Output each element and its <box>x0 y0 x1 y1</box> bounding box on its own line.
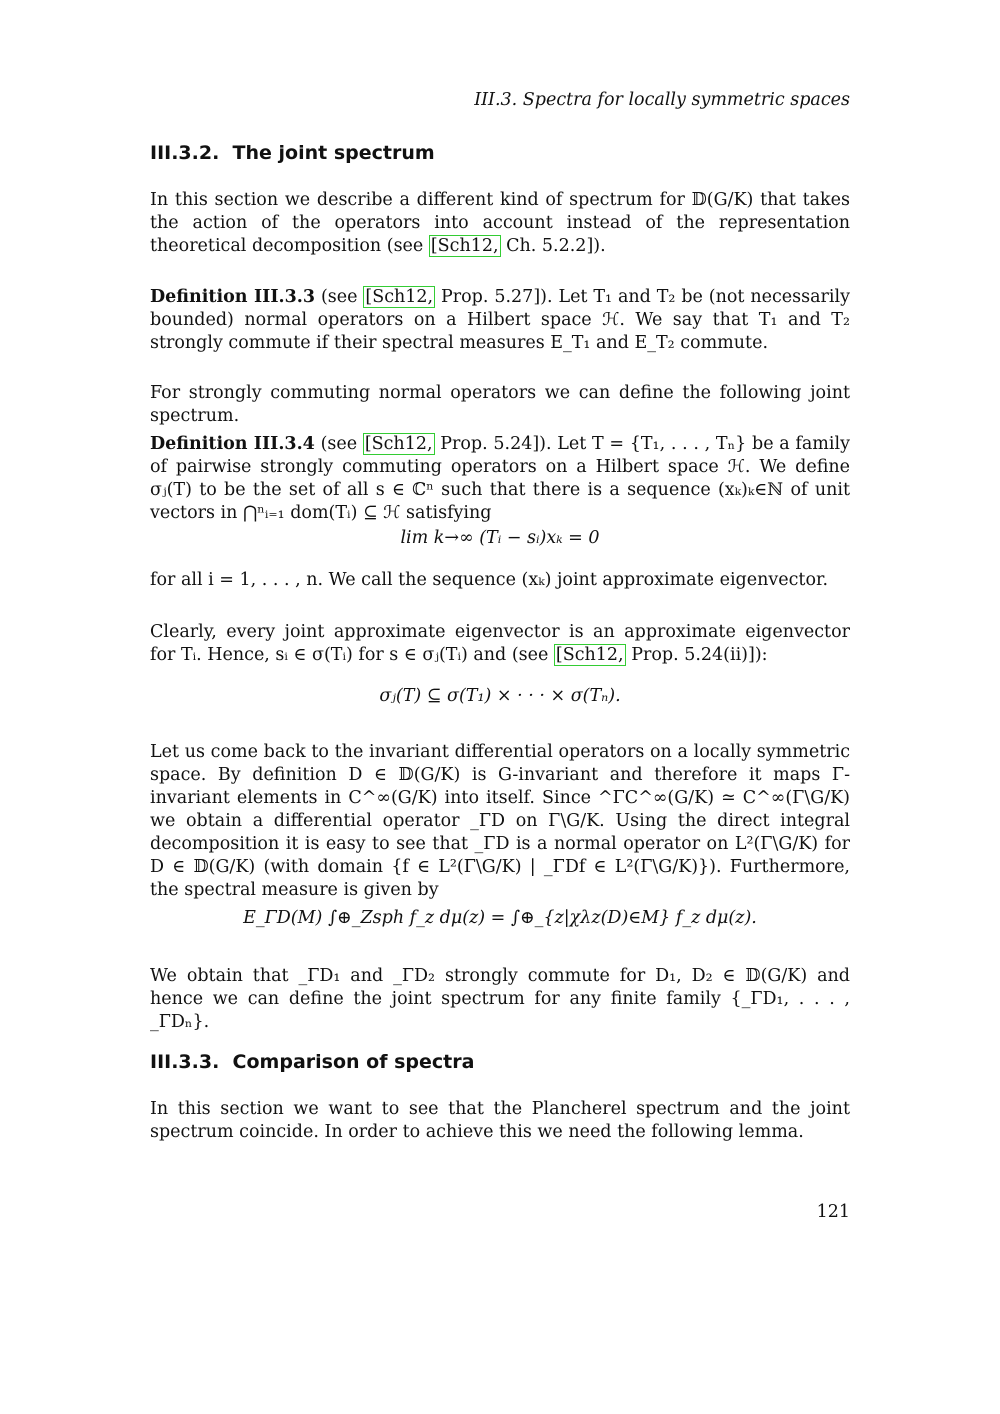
text: (see <box>314 434 363 454</box>
text: Prop. 5.24]). <box>434 434 552 454</box>
definition-3-4 <box>150 433 850 525</box>
citation-link[interactable]: [Sch12, <box>430 236 499 256</box>
equation-spectrum-inclusion: σⱼ(T) ⊆ σ(T₁) × · · · × σ(Tₙ). <box>379 686 621 706</box>
text: (see <box>315 287 364 307</box>
section-number: III.3.3. <box>150 1051 220 1073</box>
page-number: 121 <box>816 1202 850 1222</box>
text: In this section we describe a different kind of spectrum for 𝔻(G/K) that takes the action of the operators into account instead of the representation theoretical decomposition (see <box>150 190 850 256</box>
paragraph-invariant-operators: Let us come back to the invariant differential operators on a locally symmetric space. By definition D ∈ 𝔻(G/K) is G-invariant and therefore it maps Γ-invariant elements in C^∞(G/K) into itself. Since ^ΓC^∞(G/K) ≃ C^∞(Γ\G/K) we obtain a differential operator _ΓD on Γ\G/K. Using the direct integral decomposition it is easy to see that _ΓD is a normal operator on L²(Γ\G/K) for D ∈ 𝔻(G/K) (with domain {f ∈ L²(Γ\G/K) | _ΓDf ∈ L²(Γ\G/K)}). Furthermore, the spectral measure is given by <box>150 742 850 900</box>
definition-3-3 <box>150 286 850 355</box>
definition-text: Let T₁ and T₂ be (not necessarily bounded) normal operators on a Hilbert space ℋ. We say that T₁ and T₂ strongly commute if their spectral measures E_T₁ and E_T₂ commute. <box>150 287 850 353</box>
paragraph-strongly-commuting: For strongly commuting normal operators we can define the following joint spectrum. <box>150 383 850 426</box>
section-number: III.3.2. <box>150 142 220 164</box>
text: Prop. 5.24(ii)]): <box>625 645 768 665</box>
paragraph-joint-eigenvector: for all i = 1, . . . , n. We call the sequence (xₖ) joint approximate eigenvector. <box>150 570 829 590</box>
running-head: III.3. Spectra for locally symmetric spaces <box>474 90 850 110</box>
definition-label: Definition III.3.3 <box>150 287 316 307</box>
definition-text: Let T = {T₁, . . . , Tₙ} be a family of pairwise strongly commuting operators on a Hilbert space ℋ. We define σⱼ(T) to be the set of all s ∈ ℂⁿ such that there is a sequence (xₖ)ₖ∈ℕ of unit vectors in ⋂ⁿᵢ₌₁ dom(Tᵢ) ⊆ ℋ satisfying <box>150 434 850 523</box>
paragraph-intro <box>150 189 850 258</box>
paragraph-comparison-intro: In this section we want to see that the Plancherel spectrum and the joint spectrum coincide. In order to achieve this we need the following lemma. <box>150 1099 850 1142</box>
equation-limit: lim k→∞ (Tᵢ − sᵢ)xₖ = 0 <box>400 528 600 548</box>
definition-label: Definition III.3.4 <box>150 434 315 454</box>
section-title: Comparison of spectra <box>232 1051 475 1073</box>
equation-spectral-measure: E_ΓD(M) ∫⊕_Zsph f_z dμ(z) = ∫⊕_{z|χλz(D)∈M} f_z dμ(z). <box>243 908 757 928</box>
text: Prop. 5.27]). <box>435 287 553 307</box>
section-title: The joint spectrum <box>232 142 435 164</box>
section-heading-comparison <box>150 1051 474 1073</box>
section-heading-joint-spectrum <box>150 142 435 164</box>
text: Clearly, every joint approximate eigenvector is an approximate eigenvector for Tᵢ. Hence, sᵢ ∈ σ(Tᵢ) for s ∈ σⱼ(Tᵢ) and (see <box>150 622 850 665</box>
paragraph-clearly <box>150 621 850 667</box>
citation-link[interactable]: [Sch12, <box>555 645 624 665</box>
text: Ch. 5.2.2]). <box>500 236 606 256</box>
citation-link[interactable]: [Sch12, <box>364 434 433 454</box>
paragraph-strongly-commute: We obtain that _ΓD₁ and _ΓD₂ strongly commute for D₁, D₂ ∈ 𝔻(G/K) and hence we can define the joint spectrum for any finite family {_ΓD₁, . . . , _ΓDₙ}. <box>150 966 850 1032</box>
citation-link[interactable]: [Sch12, <box>365 287 434 307</box>
